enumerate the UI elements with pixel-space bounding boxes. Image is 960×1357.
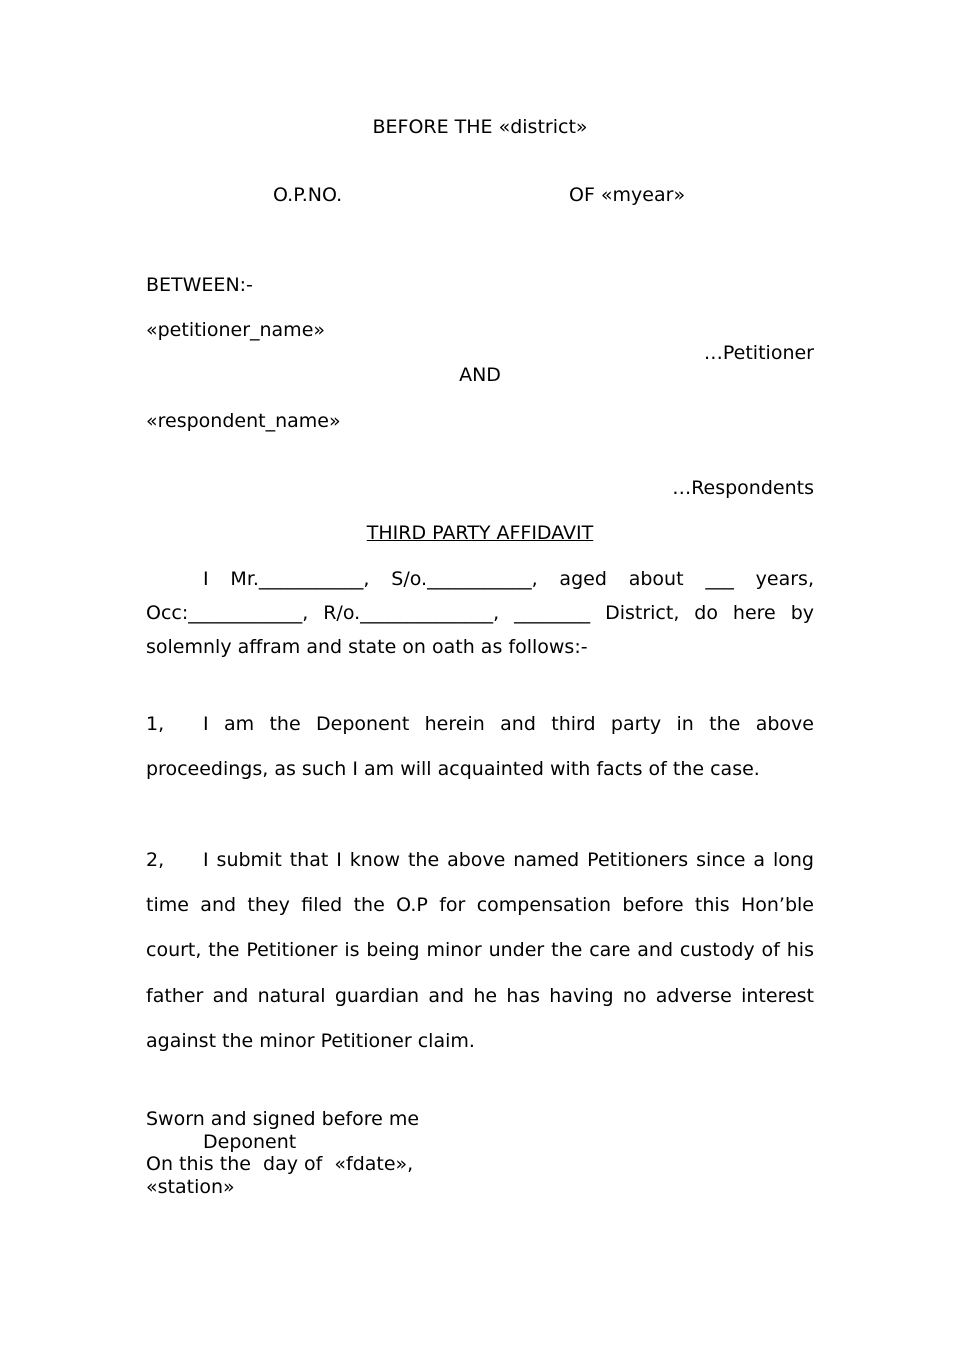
- affidavit-title: THIRD PARTY AFFIDAVIT: [366, 522, 594, 544]
- date-line: On this the day of «fdate»,: [146, 1153, 414, 1175]
- petitioner-role: …Petitioner: [703, 342, 814, 364]
- intro-text: I Mr.___________, S/o.___________, aged about ___ years, Occ:____________, R/o.______________, ________ District, do here by solemnly affram and state on oath as follows:-: [146, 568, 814, 658]
- respondent-name: «respondent_name»: [146, 410, 341, 432]
- item-number: 2,: [146, 849, 165, 871]
- petitioner-name: «petitioner_name»: [146, 319, 326, 341]
- op-number-label: O.P.NO.: [273, 184, 343, 206]
- sworn-line: Sworn and signed before me: [146, 1108, 420, 1130]
- court-heading: BEFORE THE «district»: [372, 116, 588, 138]
- item-text: I am the Deponent herein and third party in the above proceedings, as such I am will acquainted with facts of the case.: [146, 713, 814, 781]
- list-item: [146, 702, 814, 792]
- item-number: 1,: [146, 713, 165, 735]
- and-label: AND: [459, 364, 501, 386]
- op-year: OF «myear»: [569, 184, 686, 206]
- between-label: BETWEEN:-: [146, 274, 253, 296]
- respondent-role: …Respondents: [672, 477, 814, 499]
- item-text: I submit that I know the above named Petitioners since a long time and they filed the O.P for compensation before this Hon’ble court, the Petitioner is being minor under the care and custody of his father and natural guardian and he has having no adverse interest against the minor Petitioner claim.: [146, 849, 814, 1052]
- deponent-label: Deponent: [203, 1131, 297, 1153]
- station-line: «station»: [146, 1176, 235, 1198]
- list-item: [146, 838, 814, 1064]
- intro-paragraph: [146, 562, 814, 664]
